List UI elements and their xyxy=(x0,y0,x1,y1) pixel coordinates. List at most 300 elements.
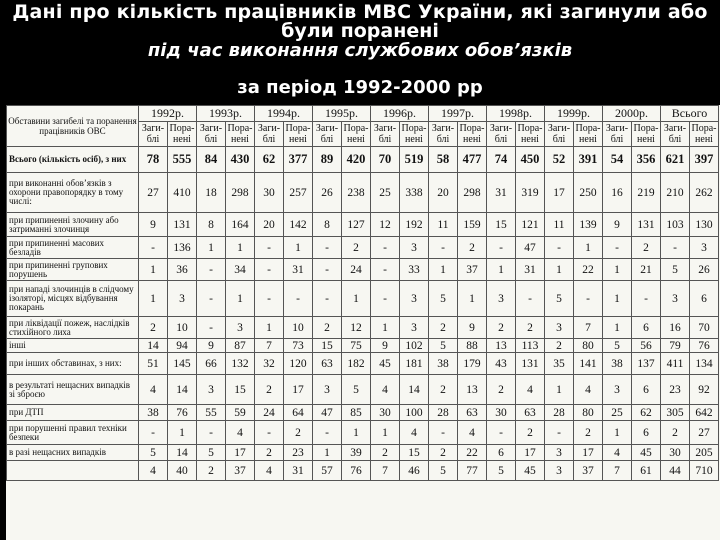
slide-title xyxy=(0,0,720,104)
table-cell: 356 xyxy=(632,147,661,173)
table-cell: 137 xyxy=(632,353,661,375)
wounded-subheader: Пора- нені xyxy=(401,123,427,145)
table-cell: 3 xyxy=(690,237,719,259)
table-cell: 31 xyxy=(284,259,313,281)
table-cell: 1 xyxy=(545,259,574,281)
table-cell: 141 xyxy=(574,353,603,375)
row-label: в разі нещасних випадків xyxy=(7,445,139,461)
table-cell: 1 xyxy=(284,237,313,259)
wounded-subheader: Пора- нені xyxy=(459,123,485,145)
table-cell: 113 xyxy=(516,339,545,353)
table-cell: 35 xyxy=(545,353,574,375)
row-label: при ліквідації пожеж, наслідків стихійного лиха xyxy=(7,317,139,339)
table-cell: 1 xyxy=(197,237,226,259)
table-cell: 4 xyxy=(516,375,545,405)
table-cell: 5 xyxy=(603,339,632,353)
table-cell: 55 xyxy=(197,405,226,421)
killed-subheader: Заги- блі xyxy=(139,122,168,147)
table-cell: 43 xyxy=(487,353,516,375)
table-cell: 30 xyxy=(371,405,400,421)
table-cell: - xyxy=(429,421,458,445)
year-header: 2000р. xyxy=(603,106,661,122)
table-cell: 78 xyxy=(139,147,168,173)
table-cell: 44 xyxy=(661,461,690,481)
table-cell: 3 xyxy=(197,375,226,405)
table-cell: 139 xyxy=(574,213,603,237)
table-cell: 27 xyxy=(139,173,168,213)
table-cell: 4 xyxy=(226,421,255,445)
table-cell: 62 xyxy=(632,405,661,421)
table-cell: 23 xyxy=(284,445,313,461)
table-cell: 37 xyxy=(226,461,255,481)
table-cell: 450 xyxy=(516,147,545,173)
table-cell: 103 xyxy=(661,213,690,237)
table-cell: 63 xyxy=(516,405,545,421)
table-cell: 2 xyxy=(429,317,458,339)
table-cell: 14 xyxy=(400,375,429,405)
table-cell: 31 xyxy=(487,173,516,213)
table-cell: 642 xyxy=(690,405,719,421)
table-cell: 40 xyxy=(168,461,197,481)
table-cell: 30 xyxy=(661,445,690,461)
table-cell: 28 xyxy=(429,405,458,421)
table-cell: 338 xyxy=(400,173,429,213)
table-cell: 89 xyxy=(313,147,342,173)
table-cell: 56 xyxy=(632,339,661,353)
table-row xyxy=(7,375,719,405)
table-cell: 15 xyxy=(400,445,429,461)
table-cell: 10 xyxy=(284,317,313,339)
killed-subheader: Заги- блі xyxy=(371,122,400,147)
table-cell: 37 xyxy=(574,461,603,481)
table-cell: 8 xyxy=(313,213,342,237)
table-cell: 11 xyxy=(545,213,574,237)
title-line-1: Дані про кількість працівників МВС України, які загинули або xyxy=(12,1,708,23)
table-cell: 3 xyxy=(545,461,574,481)
row-label: при інших обставинах, з них: xyxy=(7,353,139,375)
table-cell: 85 xyxy=(342,405,371,421)
table-cell: 1 xyxy=(545,375,574,405)
row-label: при припиненні масових безладів xyxy=(7,237,139,259)
table-cell: 2 xyxy=(516,317,545,339)
table-cell: 5 xyxy=(661,259,690,281)
table-cell: 38 xyxy=(603,353,632,375)
table-cell: 51 xyxy=(139,353,168,375)
table-cell: 26 xyxy=(690,259,719,281)
table-cell: 77 xyxy=(458,461,487,481)
row-label: при припиненні групових порушень xyxy=(7,259,139,281)
table-cell: 5 xyxy=(429,461,458,481)
table-cell: 298 xyxy=(226,173,255,213)
row-label: при порушенні правил техніки безпеки xyxy=(7,421,139,445)
table-cell: 219 xyxy=(632,173,661,213)
table-cell: 47 xyxy=(313,405,342,421)
table-cell: 1 xyxy=(603,421,632,445)
table-cell: - xyxy=(313,281,342,317)
table-cell: 31 xyxy=(516,259,545,281)
table-cell: - xyxy=(255,259,284,281)
table-cell: 3 xyxy=(313,375,342,405)
row-label xyxy=(7,461,139,481)
title-period: за період 1992-2000 рр xyxy=(237,77,483,98)
table-cell: 1 xyxy=(255,317,284,339)
table-cell: 2 xyxy=(574,421,603,445)
table-cell: 102 xyxy=(400,339,429,353)
table-cell: 1 xyxy=(226,281,255,317)
table-row xyxy=(7,353,719,375)
killed-subheader: Заги- блі xyxy=(603,122,632,147)
table-cell: - xyxy=(255,237,284,259)
year-header: 1999р. xyxy=(545,106,603,122)
table-cell: 38 xyxy=(139,405,168,421)
table-cell: 57 xyxy=(313,461,342,481)
row-label: при виконанні обов’язків з охорони правопорядку в тому числі: xyxy=(7,173,139,213)
table-cell: 159 xyxy=(458,213,487,237)
table-cell: 131 xyxy=(168,213,197,237)
row-label: при нападі злочинців в слідчому ізоляторі, місцях відбування покарань xyxy=(7,281,139,317)
table-cell: 1 xyxy=(603,259,632,281)
table-cell: 32 xyxy=(255,353,284,375)
table-cell: 12 xyxy=(342,317,371,339)
wounded-subheader: Пора- нені xyxy=(633,123,659,145)
table-cell: 74 xyxy=(487,147,516,173)
table-corner-header: Обставини загибелі та поранення працівників ОВС xyxy=(7,106,139,147)
table-cell: 131 xyxy=(516,353,545,375)
table-cell: - xyxy=(313,421,342,445)
table-cell: 3 xyxy=(545,317,574,339)
table-row xyxy=(7,405,719,421)
table-cell: 6 xyxy=(632,421,661,445)
table-cell: - xyxy=(255,421,284,445)
table-cell: 94 xyxy=(168,339,197,353)
table-cell: 2 xyxy=(371,445,400,461)
table-cell: 477 xyxy=(458,147,487,173)
wounded-subheader: Пора- нені xyxy=(691,123,717,145)
table-cell: 92 xyxy=(690,375,719,405)
table-cell: 9 xyxy=(371,339,400,353)
row-label: в результаті нещасних випадків зі зброєю xyxy=(7,375,139,405)
table-cell: 2 xyxy=(313,317,342,339)
table-cell: 4 xyxy=(139,461,168,481)
table-cell: 1 xyxy=(139,281,168,317)
year-header: 1994р. xyxy=(255,106,313,122)
table-cell: 3 xyxy=(400,281,429,317)
table-cell: 17 xyxy=(574,445,603,461)
table-cell: - xyxy=(371,281,400,317)
table-cell: 1 xyxy=(226,237,255,259)
table-cell: 3 xyxy=(603,375,632,405)
table-cell: 127 xyxy=(342,213,371,237)
table-cell: 70 xyxy=(371,147,400,173)
table-cell: 63 xyxy=(458,405,487,421)
table-cell: 27 xyxy=(690,421,719,445)
table-cell: 2 xyxy=(284,421,313,445)
table-cell: 298 xyxy=(458,173,487,213)
table-cell: 36 xyxy=(168,259,197,281)
table-cell: 3 xyxy=(487,281,516,317)
table-cell: 6 xyxy=(690,281,719,317)
table-cell: 54 xyxy=(603,147,632,173)
table-cell: - xyxy=(516,281,545,317)
table-cell: 1 xyxy=(342,281,371,317)
table-cell: 4 xyxy=(603,445,632,461)
table-cell: 9 xyxy=(603,213,632,237)
table-cell: 5 xyxy=(545,281,574,317)
table-cell: 28 xyxy=(545,405,574,421)
table-cell: 39 xyxy=(342,445,371,461)
table-cell: 88 xyxy=(458,339,487,353)
table-cell: 24 xyxy=(342,259,371,281)
table-cell: 33 xyxy=(400,259,429,281)
table-cell: 22 xyxy=(458,445,487,461)
table-cell: 136 xyxy=(168,237,197,259)
table-cell: - xyxy=(487,421,516,445)
table-cell: 142 xyxy=(284,213,313,237)
table-cell: - xyxy=(371,259,400,281)
killed-subheader: Заги- блі xyxy=(545,122,574,147)
table-cell: - xyxy=(255,281,284,317)
table-cell: 26 xyxy=(313,173,342,213)
statistics-table xyxy=(6,105,719,481)
wounded-subheader: Пора- нені xyxy=(169,123,195,145)
table-cell: 3 xyxy=(400,317,429,339)
table-cell: 100 xyxy=(400,405,429,421)
table-cell: 16 xyxy=(661,317,690,339)
table-cell: 7 xyxy=(574,317,603,339)
table-cell: 84 xyxy=(197,147,226,173)
killed-subheader: Заги- блі xyxy=(487,122,516,147)
table-cell: 59 xyxy=(226,405,255,421)
table-cell: 250 xyxy=(574,173,603,213)
table-cell: 2 xyxy=(342,237,371,259)
table-cell: 262 xyxy=(690,173,719,213)
table-cell: 5 xyxy=(197,445,226,461)
table-row xyxy=(7,237,719,259)
table-cell: 15 xyxy=(226,375,255,405)
table-cell: 73 xyxy=(284,339,313,353)
table-cell: 3 xyxy=(545,445,574,461)
table-row xyxy=(7,213,719,237)
table-cell: - xyxy=(574,281,603,317)
table-cell: 4 xyxy=(255,461,284,481)
table-cell: 121 xyxy=(516,213,545,237)
table-cell: 2 xyxy=(255,375,284,405)
table-cell: 9 xyxy=(458,317,487,339)
table-cell: 397 xyxy=(690,147,719,173)
table-cell: 257 xyxy=(284,173,313,213)
table-row xyxy=(7,445,719,461)
table-cell: 179 xyxy=(458,353,487,375)
table-cell: 16 xyxy=(603,173,632,213)
table-cell: - xyxy=(545,421,574,445)
table-cell: 2 xyxy=(429,445,458,461)
table-cell: 2 xyxy=(661,421,690,445)
table-cell: - xyxy=(429,237,458,259)
table-cell: 58 xyxy=(429,147,458,173)
table-cell: 391 xyxy=(574,147,603,173)
table-cell: 1 xyxy=(458,281,487,317)
table-cell: 63 xyxy=(313,353,342,375)
killed-subheader: Заги- блі xyxy=(197,122,226,147)
killed-subheader: Заги- блі xyxy=(313,122,342,147)
table-cell: - xyxy=(197,421,226,445)
table-cell: 30 xyxy=(487,405,516,421)
table-cell: 1 xyxy=(342,421,371,445)
table-cell: 14 xyxy=(139,339,168,353)
table-cell: 66 xyxy=(197,353,226,375)
killed-subheader: Заги- блі xyxy=(255,122,284,147)
table-row xyxy=(7,421,719,445)
table-cell: 5 xyxy=(429,339,458,353)
table-cell: 75 xyxy=(342,339,371,353)
table-cell: - xyxy=(197,281,226,317)
table-cell: 1 xyxy=(603,281,632,317)
table-cell: 13 xyxy=(458,375,487,405)
table-cell: 1 xyxy=(574,237,603,259)
table-cell: 17 xyxy=(226,445,255,461)
wounded-subheader: Пора- нені xyxy=(227,123,253,145)
table-cell: 11 xyxy=(429,213,458,237)
table-cell: 30 xyxy=(255,173,284,213)
table-cell: 17 xyxy=(516,445,545,461)
table-cell: 5 xyxy=(487,461,516,481)
wounded-subheader: Пора- нені xyxy=(575,123,601,145)
table-row xyxy=(7,281,719,317)
table-cell: - xyxy=(661,237,690,259)
table-cell: - xyxy=(139,421,168,445)
table-cell: 52 xyxy=(545,147,574,173)
table-cell: 710 xyxy=(690,461,719,481)
table-cell: 210 xyxy=(661,173,690,213)
table-cell: - xyxy=(313,237,342,259)
table-cell: 4 xyxy=(458,421,487,445)
table-cell: 22 xyxy=(574,259,603,281)
table-cell: 76 xyxy=(168,405,197,421)
table-cell: 80 xyxy=(574,405,603,421)
table-cell: 2 xyxy=(516,421,545,445)
table-cell: 25 xyxy=(603,405,632,421)
table-cell: 20 xyxy=(429,173,458,213)
table-cell: 2 xyxy=(487,375,516,405)
title-line-3: під час виконання службових обов’язків xyxy=(147,40,573,61)
table-cell: 76 xyxy=(342,461,371,481)
table-cell: 15 xyxy=(487,213,516,237)
table-row xyxy=(7,173,719,213)
table-cell: 430 xyxy=(226,147,255,173)
table-cell: 12 xyxy=(371,213,400,237)
table-cell: 2 xyxy=(545,339,574,353)
table-cell: 132 xyxy=(226,353,255,375)
table-cell: - xyxy=(545,237,574,259)
table-cell: 5 xyxy=(139,445,168,461)
table-cell: 519 xyxy=(400,147,429,173)
table-row xyxy=(7,147,719,173)
year-header: 1992р. xyxy=(139,106,197,122)
table-cell: 238 xyxy=(342,173,371,213)
table-cell: 319 xyxy=(516,173,545,213)
table-cell: 87 xyxy=(226,339,255,353)
table-cell: - xyxy=(487,237,516,259)
table-cell: 20 xyxy=(255,213,284,237)
table-cell: 377 xyxy=(284,147,313,173)
table-cell: 14 xyxy=(168,375,197,405)
row-label: Всього (кількість осіб), з них xyxy=(7,147,139,173)
year-header: Всього xyxy=(661,106,719,122)
table-cell: 7 xyxy=(255,339,284,353)
table-cell: - xyxy=(371,237,400,259)
table-cell: 420 xyxy=(342,147,371,173)
table-cell: 1 xyxy=(313,445,342,461)
table-cell: 17 xyxy=(284,375,313,405)
year-header: 1996р. xyxy=(371,106,429,122)
table-cell: 61 xyxy=(632,461,661,481)
table-cell: 8 xyxy=(197,213,226,237)
table-cell: 131 xyxy=(632,213,661,237)
table-cell: 192 xyxy=(400,213,429,237)
table-cell: 2 xyxy=(632,237,661,259)
table-cell: 80 xyxy=(574,339,603,353)
table-cell: 15 xyxy=(313,339,342,353)
table-cell: 37 xyxy=(458,259,487,281)
killed-subheader: Заги- блі xyxy=(661,122,690,147)
killed-subheader: Заги- блі xyxy=(429,122,458,147)
table-cell: 410 xyxy=(168,173,197,213)
table-row xyxy=(7,317,719,339)
table-row xyxy=(7,461,719,481)
table-cell: 45 xyxy=(371,353,400,375)
table-cell: - xyxy=(284,281,313,317)
table-cell: - xyxy=(197,317,226,339)
wounded-subheader: Пора- нені xyxy=(343,123,369,145)
table-row xyxy=(7,259,719,281)
table-cell: 23 xyxy=(661,375,690,405)
wounded-subheader: Пора- нені xyxy=(517,123,543,145)
table-cell: 4 xyxy=(574,375,603,405)
year-header: 1995р. xyxy=(313,106,371,122)
table-cell: 13 xyxy=(487,339,516,353)
table-cell: 181 xyxy=(400,353,429,375)
table-cell: 6 xyxy=(487,445,516,461)
wounded-subheader: Пора- нені xyxy=(285,123,311,145)
table-cell: 1 xyxy=(168,421,197,445)
table-cell: 10 xyxy=(168,317,197,339)
table-cell: - xyxy=(632,281,661,317)
row-label: інші xyxy=(7,339,139,353)
table-cell: 2 xyxy=(255,445,284,461)
table-cell: 182 xyxy=(342,353,371,375)
table-cell: 5 xyxy=(342,375,371,405)
table-cell: 14 xyxy=(168,445,197,461)
row-label: при припиненні злочину або затриманні злочинця xyxy=(7,213,139,237)
table-cell: 45 xyxy=(516,461,545,481)
table-cell: 1 xyxy=(371,421,400,445)
table-cell: 5 xyxy=(429,281,458,317)
table-cell: 31 xyxy=(284,461,313,481)
table-cell: 3 xyxy=(400,237,429,259)
year-header: 1998р. xyxy=(487,106,545,122)
table-cell: 2 xyxy=(487,317,516,339)
table-cell: 555 xyxy=(168,147,197,173)
table-cell: 3 xyxy=(661,281,690,317)
table-cell: - xyxy=(603,237,632,259)
table-cell: 6 xyxy=(632,317,661,339)
table-cell: 70 xyxy=(690,317,719,339)
table-cell: 120 xyxy=(284,353,313,375)
table-cell: 3 xyxy=(168,281,197,317)
table-cell: 47 xyxy=(516,237,545,259)
table-cell: 62 xyxy=(255,147,284,173)
table-cell: 411 xyxy=(661,353,690,375)
